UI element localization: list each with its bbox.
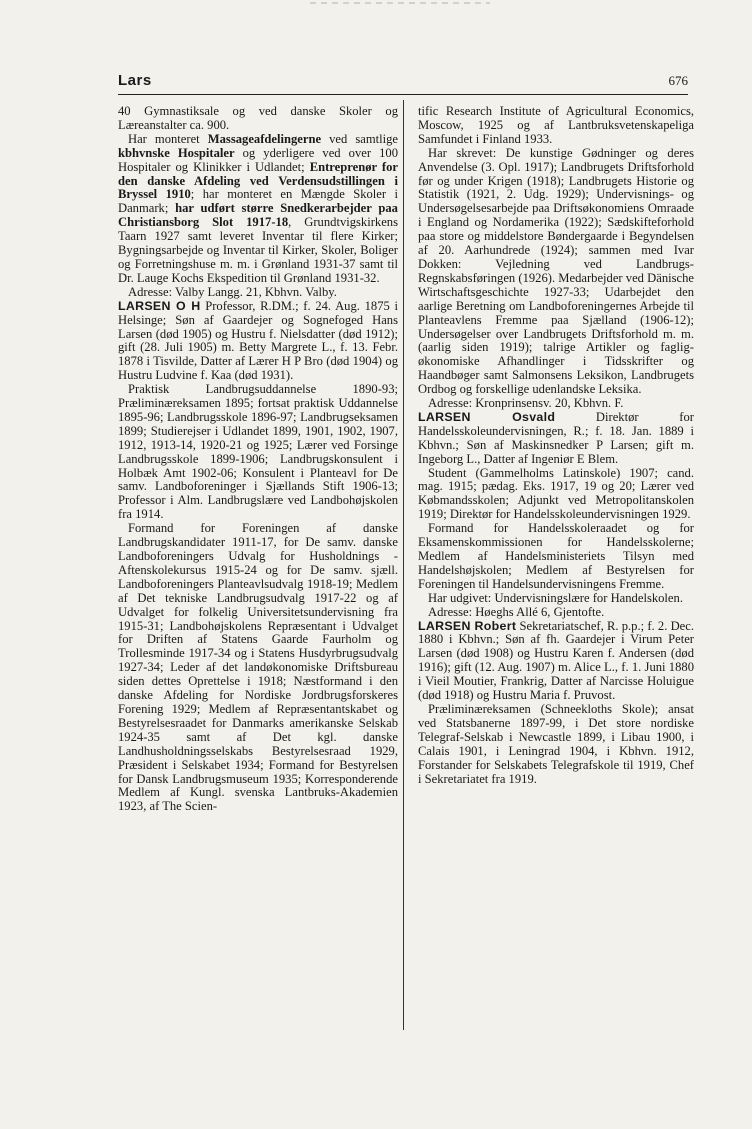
text-run: Praktisk Landbrugsuddannelse 1890-93; Præliminæreksamen 1895; fortsat praktisk Uddannelse 1895-96; Landbrugsskole 1896-97; Landbrugseksamen 1899; Studierejser i Udlandet 1899, 1901, 1902, 1907, 1912, 1913-14, 1920-21 og 1925; Lærer ved Forsinge Landbrugsskole 1899-1906; Landbrugskonsulent i Holbæk Amt 1902-06; Konsulent i Planteavl for De samv. Landboforeninger i Sjællands Stift 1906-13; Professor i Alm. Landbrugslære ved Landbohøjskolen fra 1914. <box>118 382 398 522</box>
text-run: Har monteret <box>128 131 208 146</box>
paragraph <box>418 467 694 523</box>
text-run: Direktør for Handelsskoleundervisningen, R.; f. 18. Jan. 1889 i Kbhvn.; Søn af Maskinsnedker P Larsen; gift m. Ingeborg L., Datter af Ingeniør E Blem. <box>418 409 694 466</box>
entry-name: LARSEN Osvald <box>418 409 556 424</box>
text-run: tific Research Institute of Agricultural Economics, Moscow, 1925 og af Lantbruksvetenskapeliga Samfundet i Finland 1933. <box>418 104 694 146</box>
paragraph <box>118 286 398 300</box>
text-run: , Grundtvigskirkens Taarn 1927 samt leveret Inventar til flere Kirker; Bygningsarbejde og Inventar til Kirker, Skoler, Boliger og Forretningshuse m. m. i Grønland 1931-37 samt til Dr. Lauge Kochs Ekspedition til Grønland 1931-32. <box>118 215 399 285</box>
page-number: 676 <box>668 73 688 88</box>
biography-entry <box>418 411 694 467</box>
text-run: Adresse: Kronprinsensv. 20, Kbhvn. F. <box>428 396 624 411</box>
paragraph <box>418 522 694 592</box>
bold-text: Massageafdelingerne <box>207 131 322 146</box>
bold-text: har udført større Snedkerarbejder paa Christiansborg Slot 1917-18 <box>118 201 398 230</box>
biography-entry <box>118 300 398 383</box>
continued-paragraph <box>118 105 398 133</box>
paragraph <box>418 592 694 606</box>
running-head: Lars <box>118 72 152 89</box>
text-run: Sekretariatschef, R. p.p.; f. 2. Dec. 1880 i Kbhvn.; Søn af fh. Gaardejer i Virum Peter Larsen (død 1908) og Hustru Karen f. Andersen (død 1916); gift (12. Aug. 1907) m. Alice L., f. 1. Juni 1880 i Vieil Moutier, Frankrig, Datter af Narcisse Holuigue (død 1918) og Hustru Maria f. Pruvost. <box>418 618 694 703</box>
text-run: ved samtlige <box>321 131 399 146</box>
continued-paragraph <box>418 105 694 147</box>
text-run: og yderligere ved over 100 Hospitaler og Klinikker i Udlandet; <box>118 145 398 174</box>
left-column <box>118 105 398 814</box>
text-run: Professor, R.DM.; f. 24. Aug. 1875 i Helsinge; Søn af Gaardejer og Sognefoged Hans Larsen (død 1905) og Hustru f. Nielsdatter (død 1912); gift (28. Juli 1905) m. Betty Margrete L., f. 13. Febr. 1878 i Tisvilde, Datter af Lærer H P Bro (død 1904) og Hustru Ludvine f. Kaa (død 1931). <box>118 298 398 383</box>
text-run: Har skrevet: De kunstige Gødninger og deres Anvendelse (3. Opl. 1917); Landbrugets Driftsforhold før og under Krigen (1918); Landbrugets Historie og Statistik (1921, 2. Udg. 1929); Undervisnings- og Undersøgelsesarbejde paa Driftsøkonomiens Omraade i England og Nordamerika (1922); Sædskifteforhold paa store og middelstore Bøndergaarde i Begyndelsen af 20. Aarhundrede (1924); sammen med Ivar Dokken: Vejledning ved Landbrugs-Regnskabsføringen (1926). Medarbejder ved Dänische Wirtschaftsgeschichte 1927-33; Udarbejdet den aarlige Beretning om Landboforeningernes Arbejde til Planteavlens Fremme paa Sjælland (1906-12); Undersøgelser over Landbrugets Driftsforhold m. m. (aarlig siden 1919); talrige Artikler og faglig-økonomiske Afhandlinger i Tidsskrifter og Haandbøger samt Salmonsens Leksikon, Landbrugets Ordbog og forskellige udenlandske Leksika. <box>418 145 694 397</box>
text-run: Formand for Handelsskoleraadet og for Eksamenskommissionen for Handelsskolerne; Medlem af Handelsministeriets Tilsyn med Handelshøjskolen; Medlem af Bestyrelsen for Foreningen til Handelsundervisningens Fremme. <box>418 521 694 591</box>
right-column <box>418 105 694 786</box>
text-run: Student (Gammelholms Latinskole) 1907; cand. mag. 1915; pædag. Eks. 1917, 19 og 20; Lærer ved Købmandsskolen; Adjunkt ved Metropolitanskolen 1919; Direktør for Handelsskoleundervisningen 1929. <box>418 465 694 522</box>
paragraph <box>118 383 398 522</box>
text-run: ; har monteret en Mængde Skoler i Danmark; <box>118 187 399 216</box>
paragraph <box>118 133 398 286</box>
entry-name: LARSEN Robert <box>418 618 517 633</box>
text-run: Præliminæreksamen (Schneekloths Skole); ansat ved Statsbanerne 1897-99, i Det store nordiske Telegraf-Selskab i Newcastle 1899, i Libau 1900, i Calais 1901, i Leningrad 1904, i Kbhvn. 1912, Forstander for Selskabets Telegrafskole til 1919, Chef i Sekretariatet fra 1919. <box>418 701 694 786</box>
biography-entry <box>418 620 694 703</box>
bold-text: Entreprenør for den danske Afdeling ved Verdensudstillingen i Bryssel 1910 <box>118 159 398 202</box>
running-header <box>118 72 688 95</box>
text-run: 40 Gymnastiksale og ved danske Skoler og Læreanstalter ca. 900. <box>118 104 398 132</box>
text-run: Adresse: Høeghs Allé 6, Gjentofte. <box>428 604 605 619</box>
bold-text: kbhvnske Hospitaler <box>118 145 235 160</box>
text-run: Formand for Foreningen af danske Landbrugskandidater 1911-17, for De samv. danske Landboforeningers Udvalg for Husholdnings - Aftenskolekursus 1915-24 og for De samv. sjæll. Landboforeningers Planteavlsudvalg 1918-19; Medlem af Det tekniske Landbrugsudvalg 1917-22 og af Udvalget for folkelig Universitetsundervisning fra 1915-31; Landbohøjskolens Repræsentant i Udvalget for Driften af Statens Gaarde Faurholm og Trollesminde 1917-34 og i Statens Husdyrbrugsudvalg 1927-34; Leder af det landøkonomiske Driftsbureau siden dettes Oprettelse i 1918; Næstformand i den danske Afdeling for Nordiske Jordbrugsforskeres Forening 1929; Medlem af Repræsentantskabet og Bestyrelsesraadet for Danmarks amerikanske Selskab 1924-35 samt af Det kgl. danske Landhusholdningsselskabs Bestyrelsesraad 1929, Præsident i Selskabet 1934; Formand for Bestyrelsen for Dansk Landbrugsmuseum 1935; Korresponderende Medlem af Kungl. svenska Lantbruks-Akademien 1923, af The Scien- <box>118 521 398 814</box>
paragraph <box>418 397 694 411</box>
text-run: Adresse: Valby Langg. 21, Kbhvn. Valby. <box>128 284 337 299</box>
text-run: Har udgivet: Undervisningslære for Handelskolen. <box>428 590 683 605</box>
paragraph <box>418 606 694 620</box>
scan-artifact <box>310 2 490 4</box>
entry-name: LARSEN O H <box>118 298 201 313</box>
paragraph <box>418 147 694 397</box>
column-divider <box>403 100 404 1030</box>
paragraph <box>418 703 694 786</box>
paragraph <box>118 522 398 814</box>
